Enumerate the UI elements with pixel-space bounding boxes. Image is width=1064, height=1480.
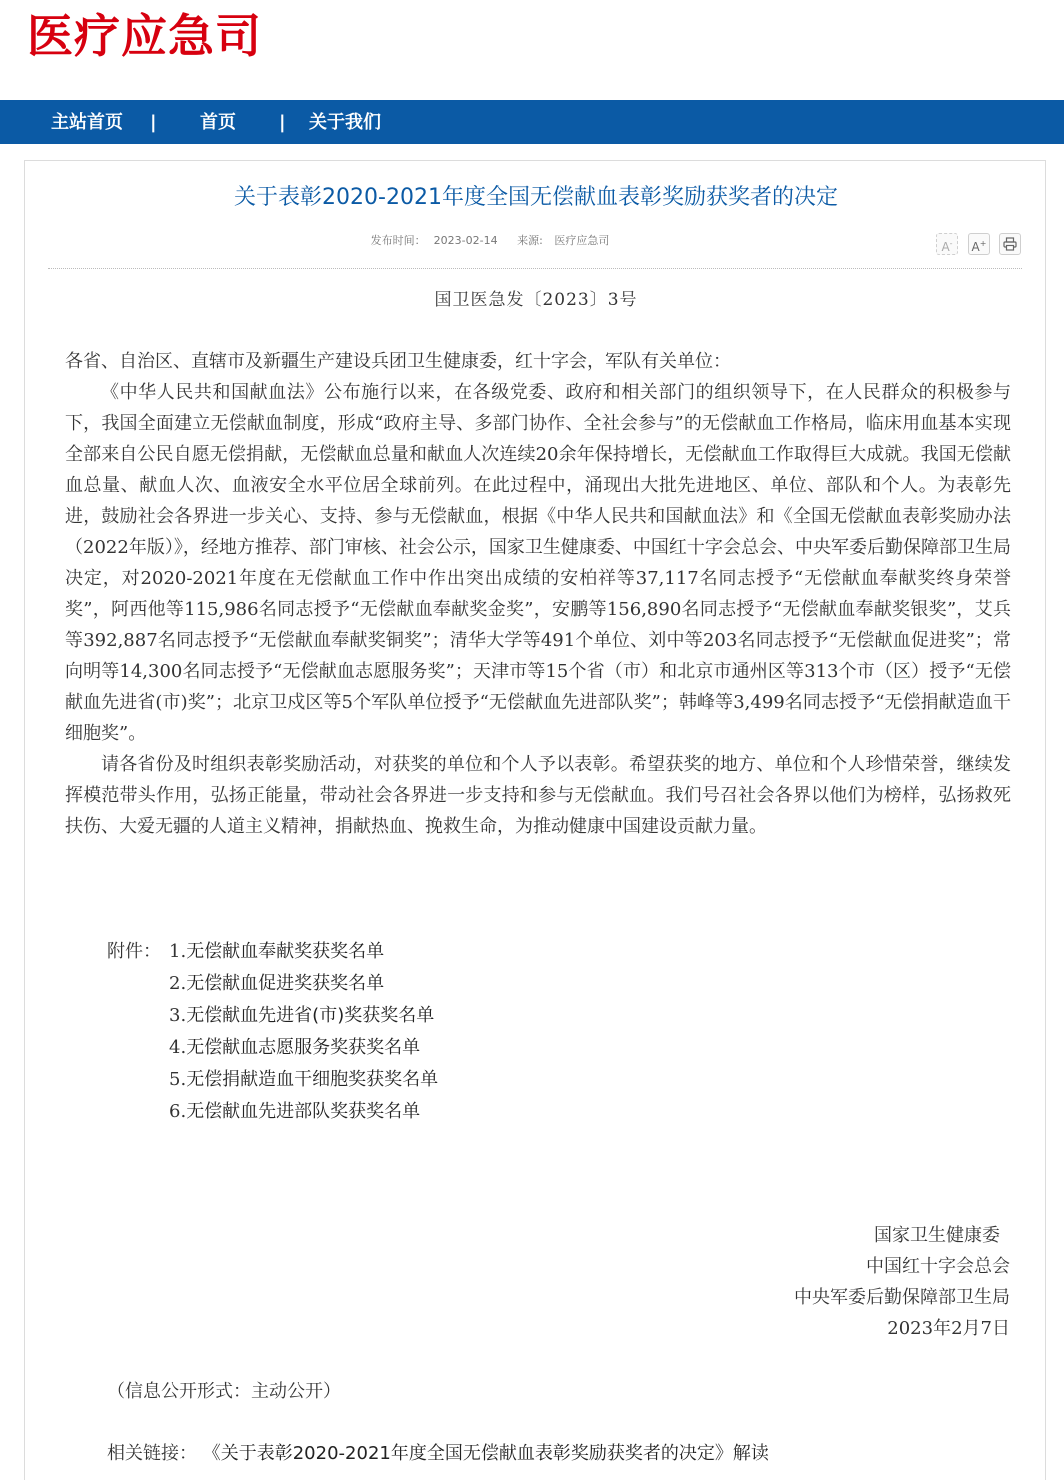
font-smaller-button[interactable]: A- — [936, 233, 958, 255]
related-links — [107, 1438, 769, 1469]
attachments-list — [107, 936, 807, 1128]
signatory-2: 中国红十字会总会 — [866, 1256, 1010, 1277]
source-label: 来源: — [517, 234, 543, 247]
article-body — [65, 346, 1011, 842]
printer-icon — [1003, 237, 1017, 251]
site-logo[interactable]: 医疗应急司 — [27, 9, 262, 63]
body-paragraph-2: 请各省份及时组织表彰奖励活动，对获奖的单位和个人予以表彰。希望获奖的地方、单位和个人珍惜荣誉，继续发挥模范带头作用，弘扬正能量，带动社会各界进一步支持和参与无偿献血。我们号召社会各界以他们为榜样，弘扬救死扶伤、大爱无疆的人道主义精神，捐献热血、挽救生命，为推动健康中国建设贡献力量。 — [65, 754, 1011, 837]
attachment-link-4[interactable]: 4.无偿献血志愿服务奖获奖名单 — [169, 1037, 421, 1058]
font-larger-button[interactable]: A+ — [968, 233, 990, 255]
nav-item-main-home[interactable]: 主站首页 — [51, 112, 123, 133]
main-nav — [0, 100, 1064, 144]
source-name: 医疗应急司 — [554, 234, 610, 247]
attachment-link-6[interactable]: 6.无偿献血先进部队奖获奖名单 — [169, 1101, 421, 1122]
attachment-link-1[interactable]: 1.无偿献血奉献奖获奖名单 — [169, 941, 385, 962]
font-larger-icon: A — [971, 240, 980, 254]
sign-date: 2023年2月7日 — [887, 1318, 1010, 1339]
document-number: 国卫医急发〔2023〕3号 — [434, 290, 638, 310]
article-title: 关于表彰2020-2021年度全国无偿献血表彰奖励获奖者的决定 — [234, 185, 838, 210]
body-paragraph-1: 《中华人民共和国献血法》公布施行以来，在各级党委、政府和相关部门的组织领导下，在人民群众的积极参与下，我国全面建立无偿献血制度，形成“政府主导、多部门协作、全社会参与”的无偿献血工作格局，临床用血基本实现全部来自公民自愿无偿捐献，无偿献血总量和献血人次连续20余年保持增长，无偿献血工作取得巨大成就。我国无偿献血总量、献血人次、血液安全水平位居全球前列。在此过程中，涌现出大批先进地区、单位、部队和个人。为表彰先进，鼓励社会各界进一步关心、支持、参与无偿献血，根据《中华人民共和国献血法》和《全国无偿献血表彰奖励办法（2022年版）》，经地方推荐、部门审核、社会公示，国家卫生健康委、中国红十字会总会、中央军委后勤保障部卫生局决定，对2020-2021年度在无偿献血工作中作出突出成绩的安柏祥等37,117名同志授予“无偿献血奉献奖终身荣誉奖”，阿西他等115,986名同志授予“无偿献血奉献奖金奖”，安鹏等156,890名同志授予“无偿献血奉献奖银奖”，艾兵等392,887名同志授予“无偿献血奉献奖铜奖”；清华大学等491个单位、刘中等203名同志授予“无偿献血促进奖”；常向明等14,300名同志授予“无偿献血志愿服务奖”；天津市等15个省（市）和北京市通州区等313个市（区）授予“无偿献血先进省(市)奖”；北京卫戍区等5个军队单位授予“无偿献血先进部队奖”；韩峰等3,499名同志授予“无偿捐献造血干细胞奖”。 — [65, 382, 1011, 744]
related-link[interactable]: 《关于表彰2020-2021年度全国无偿献血表彰奖励获奖者的决定》解读 — [202, 1443, 769, 1464]
attachment-link-2[interactable]: 2.无偿献血促进奖获奖名单 — [169, 973, 385, 994]
salutation: 各省、自治区、直辖市及新疆生产建设兵团卫生健康委，红十字会，军队有关单位： — [65, 351, 731, 372]
print-button[interactable] — [999, 233, 1021, 255]
signatory-3: 中央军委后勤保障部卫生局 — [794, 1287, 1010, 1308]
signatory-1: 国家卫生健康委 — [874, 1225, 1000, 1246]
nav-item-about[interactable]: 关于我们 — [309, 112, 381, 133]
article-meta — [0, 232, 980, 250]
site-header — [0, 0, 1064, 100]
publish-label: 发布时间： — [370, 234, 426, 247]
related-label: 相关链接： — [107, 1443, 197, 1464]
nav-separator: | — [279, 112, 286, 133]
publicity-note: （信息公开形式：主动公开） — [107, 1381, 341, 1402]
attachments-label: 附件： — [107, 941, 161, 962]
font-smaller-icon: A — [941, 240, 950, 254]
publish-date: 2023-02-14 — [433, 234, 498, 247]
nav-separator: | — [150, 112, 157, 133]
attachment-link-3[interactable]: 3.无偿献血先进省(市)奖获奖名单 — [169, 1005, 435, 1026]
nav-item-home[interactable]: 首页 — [200, 112, 236, 133]
signature-block — [794, 1220, 1010, 1344]
attachment-link-5[interactable]: 5.无偿捐献造血干细胞奖获奖名单 — [169, 1069, 439, 1090]
meta-divider — [48, 268, 1022, 269]
